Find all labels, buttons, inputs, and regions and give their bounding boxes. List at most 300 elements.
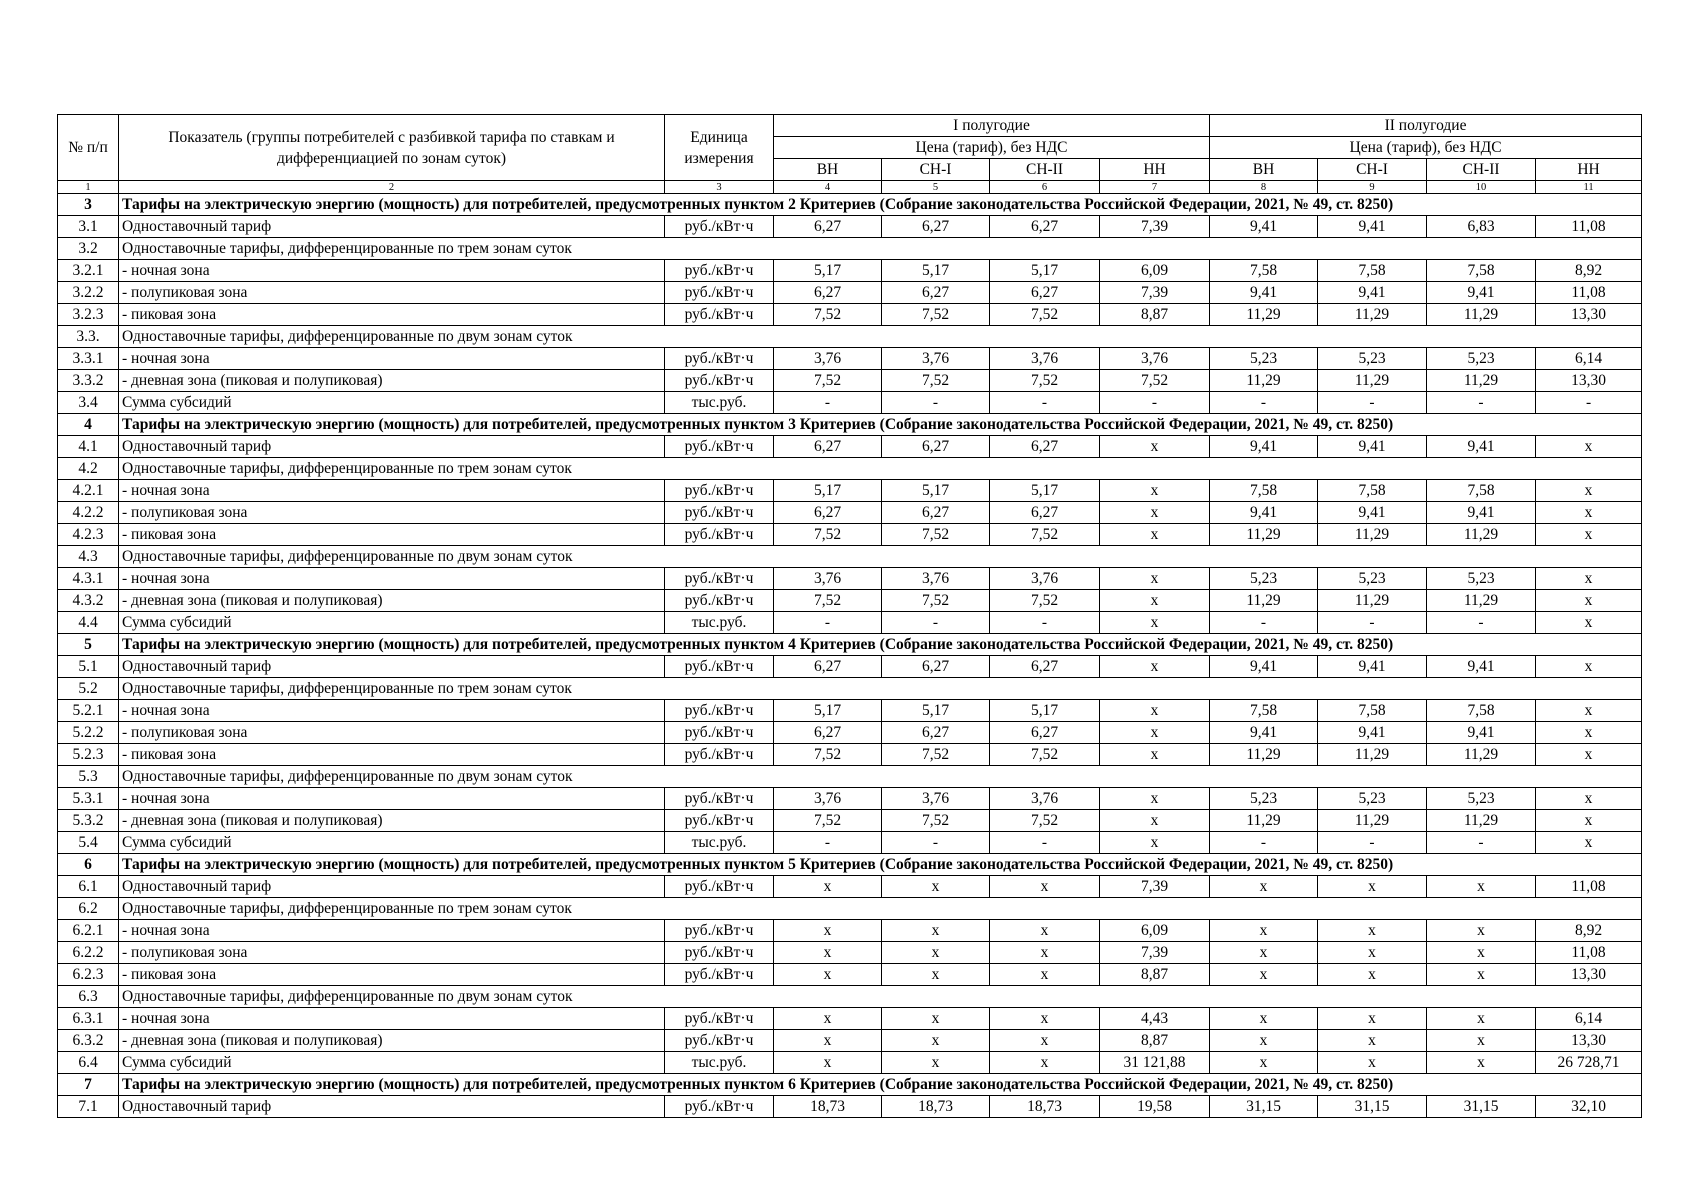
table-row <box>58 744 1642 766</box>
value-cell: 13,30 <box>1536 370 1642 392</box>
value-cell: х <box>1536 722 1642 744</box>
row-indicator: Одноставочный тариф <box>119 1096 665 1118</box>
value-cell: 11,08 <box>1536 216 1642 238</box>
value-cell: х <box>882 876 990 898</box>
value-cell: 7,52 <box>774 370 882 392</box>
table-row <box>58 656 1642 678</box>
table-row <box>58 392 1642 414</box>
group-row <box>58 678 1642 700</box>
value-cell: х <box>1427 1008 1536 1030</box>
header-half2: II полугодие <box>1210 115 1642 137</box>
row-number: 6.2.2 <box>58 942 119 964</box>
value-cell: х <box>1100 700 1210 722</box>
header-unit: Единица измерения <box>665 115 774 181</box>
value-cell: 11,29 <box>1318 810 1427 832</box>
header-col-number: 8 <box>1210 181 1318 194</box>
value-cell: - <box>882 392 990 414</box>
row-number: 4.1 <box>58 436 119 458</box>
row-indicator: - ночная зона <box>119 568 665 590</box>
value-cell: 7,58 <box>1427 480 1536 502</box>
row-unit: руб./кВт·ч <box>665 876 774 898</box>
value-cell: х <box>990 964 1100 986</box>
value-cell: 7,52 <box>882 370 990 392</box>
value-cell: 6,27 <box>990 282 1100 304</box>
header-indicator: Показатель (группы потребителей с разбивкой тарифа по ставкам и дифференциацией по зонам суток) <box>119 115 665 181</box>
value-cell: х <box>1536 700 1642 722</box>
value-cell: 6,14 <box>1536 348 1642 370</box>
value-cell: - <box>990 392 1100 414</box>
value-cell: х <box>1100 436 1210 458</box>
group-row <box>58 546 1642 568</box>
section-row <box>58 194 1642 216</box>
row-number: 4.4 <box>58 612 119 634</box>
table-row <box>58 282 1642 304</box>
value-cell: - <box>1427 392 1536 414</box>
value-cell: 6,27 <box>990 216 1100 238</box>
row-indicator: Сумма субсидий <box>119 392 665 414</box>
row-indicator: Сумма субсидий <box>119 832 665 854</box>
value-cell: 5,23 <box>1210 568 1318 590</box>
value-cell: 7,58 <box>1318 700 1427 722</box>
value-cell: 5,17 <box>990 480 1100 502</box>
value-cell: - <box>1427 832 1536 854</box>
value-cell: 8,87 <box>1100 964 1210 986</box>
row-number: 3.3.2 <box>58 370 119 392</box>
row-indicator: - пиковая зона <box>119 524 665 546</box>
value-cell: 6,14 <box>1536 1008 1642 1030</box>
row-unit: руб./кВт·ч <box>665 700 774 722</box>
header-col-number: 7 <box>1100 181 1210 194</box>
row-number: 3.4 <box>58 392 119 414</box>
header-voltage: СН-II <box>990 159 1100 181</box>
row-indicator: - дневная зона (пиковая и полупиковая) <box>119 1030 665 1052</box>
value-cell: - <box>774 832 882 854</box>
value-cell: 5,23 <box>1318 348 1427 370</box>
row-unit: руб./кВт·ч <box>665 942 774 964</box>
value-cell: - <box>1100 392 1210 414</box>
value-cell: 5,23 <box>1427 348 1536 370</box>
value-cell: 6,27 <box>882 656 990 678</box>
value-cell: х <box>1427 876 1536 898</box>
table-row <box>58 876 1642 898</box>
row-number: 6.2.3 <box>58 964 119 986</box>
row-number: 3.2.1 <box>58 260 119 282</box>
value-cell: х <box>1536 436 1642 458</box>
table-header <box>58 115 1642 194</box>
value-cell: 7,52 <box>990 744 1100 766</box>
value-cell: 5,17 <box>774 260 882 282</box>
header-voltage: НН <box>1536 159 1642 181</box>
row-number: 3.3. <box>58 326 119 348</box>
value-cell: 18,73 <box>774 1096 882 1118</box>
value-cell: 31,15 <box>1210 1096 1318 1118</box>
row-unit: руб./кВт·ч <box>665 964 774 986</box>
row-number: 3.1 <box>58 216 119 238</box>
row-indicator: - ночная зона <box>119 348 665 370</box>
value-cell: 7,52 <box>882 810 990 832</box>
value-cell: 9,41 <box>1210 722 1318 744</box>
table-row <box>58 788 1642 810</box>
row-indicator: - ночная зона <box>119 788 665 810</box>
value-cell: 6,83 <box>1427 216 1536 238</box>
value-cell: 5,23 <box>1210 788 1318 810</box>
value-cell: - <box>1318 832 1427 854</box>
value-cell: 6,09 <box>1100 920 1210 942</box>
value-cell: 7,58 <box>1427 700 1536 722</box>
table-row <box>58 348 1642 370</box>
value-cell: 9,41 <box>1210 502 1318 524</box>
header-price-half1: Цена (тариф), без НДС <box>774 137 1210 159</box>
row-number: 5.3 <box>58 766 119 788</box>
row-number: 7 <box>58 1074 119 1096</box>
group-title: Одноставочные тарифы, дифференцированные по трем зонам суток <box>119 898 1642 920</box>
row-number: 5 <box>58 634 119 656</box>
value-cell: 9,41 <box>1318 216 1427 238</box>
row-unit: руб./кВт·ч <box>665 810 774 832</box>
value-cell: 31,15 <box>1318 1096 1427 1118</box>
value-cell: 7,39 <box>1100 216 1210 238</box>
row-number: 6.2.1 <box>58 920 119 942</box>
table-body <box>58 194 1642 1118</box>
header-price-half2: Цена (тариф), без НДС <box>1210 137 1642 159</box>
row-unit: руб./кВт·ч <box>665 722 774 744</box>
value-cell: х <box>1100 722 1210 744</box>
value-cell: 8,92 <box>1536 920 1642 942</box>
value-cell: 3,76 <box>1100 348 1210 370</box>
table-row <box>58 832 1642 854</box>
value-cell: 7,52 <box>990 590 1100 612</box>
value-cell: - <box>1210 392 1318 414</box>
row-number: 4.3 <box>58 546 119 568</box>
row-indicator: - ночная зона <box>119 480 665 502</box>
value-cell: 6,27 <box>990 722 1100 744</box>
row-number: 6.2 <box>58 898 119 920</box>
value-cell: х <box>774 1030 882 1052</box>
header-col-number: 1 <box>58 181 119 194</box>
header-voltage: СН-I <box>1318 159 1427 181</box>
group-title: Одноставочные тарифы, дифференцированные по двум зонам суток <box>119 766 1642 788</box>
row-number: 4.2.3 <box>58 524 119 546</box>
row-number: 5.2.1 <box>58 700 119 722</box>
value-cell: 13,30 <box>1536 304 1642 326</box>
row-number: 5.2.3 <box>58 744 119 766</box>
value-cell: х <box>1318 876 1427 898</box>
row-number: 4.3.2 <box>58 590 119 612</box>
value-cell: х <box>1100 568 1210 590</box>
row-number: 4.2 <box>58 458 119 480</box>
value-cell: 6,27 <box>882 436 990 458</box>
row-indicator: Одноставочный тариф <box>119 656 665 678</box>
value-cell: 3,76 <box>882 788 990 810</box>
value-cell: 5,17 <box>990 700 1100 722</box>
value-cell: х <box>1536 656 1642 678</box>
value-cell: х <box>1100 502 1210 524</box>
table-row <box>58 612 1642 634</box>
value-cell: 7,58 <box>1210 260 1318 282</box>
row-unit: руб./кВт·ч <box>665 744 774 766</box>
value-cell: 7,52 <box>882 524 990 546</box>
value-cell: 5,23 <box>1210 348 1318 370</box>
value-cell: 9,41 <box>1427 722 1536 744</box>
row-indicator: Сумма субсидий <box>119 1052 665 1074</box>
row-unit: руб./кВт·ч <box>665 282 774 304</box>
row-unit: руб./кВт·ч <box>665 502 774 524</box>
header-col-number: 6 <box>990 181 1100 194</box>
row-indicator: - ночная зона <box>119 1008 665 1030</box>
table-row <box>58 1052 1642 1074</box>
value-cell: 5,17 <box>990 260 1100 282</box>
value-cell: 7,52 <box>990 524 1100 546</box>
value-cell: 18,73 <box>882 1096 990 1118</box>
value-cell: 4,43 <box>1100 1008 1210 1030</box>
value-cell: 3,76 <box>990 568 1100 590</box>
value-cell: х <box>774 1008 882 1030</box>
row-unit: руб./кВт·ч <box>665 788 774 810</box>
value-cell: 5,23 <box>1318 568 1427 590</box>
value-cell: 6,27 <box>774 282 882 304</box>
value-cell: 7,52 <box>882 304 990 326</box>
row-unit: руб./кВт·ч <box>665 656 774 678</box>
row-number: 6 <box>58 854 119 876</box>
value-cell: 3,76 <box>774 568 882 590</box>
value-cell: х <box>1318 920 1427 942</box>
value-cell: 7,52 <box>774 590 882 612</box>
row-number: 5.1 <box>58 656 119 678</box>
group-title: Одноставочные тарифы, дифференцированные по двум зонам суток <box>119 326 1642 348</box>
section-title: Тарифы на электрическую энергию (мощность) для потребителей, предусмотренных пунктом 4 Критериев (Собрание законодательства Российской Федерации, 2021, № 49, ст. 8250) <box>119 634 1642 656</box>
header-col-number: 3 <box>665 181 774 194</box>
header-col-number: 4 <box>774 181 882 194</box>
row-number: 4 <box>58 414 119 436</box>
value-cell: х <box>1536 612 1642 634</box>
value-cell: х <box>1318 1008 1427 1030</box>
row-unit: руб./кВт·ч <box>665 1008 774 1030</box>
value-cell: 3,76 <box>774 348 882 370</box>
row-unit: тыс.руб. <box>665 832 774 854</box>
section-title: Тарифы на электрическую энергию (мощность) для потребителей, предусмотренных пунктом 2 Критериев (Собрание законодательства Российской Федерации, 2021, № 49, ст. 8250) <box>119 194 1642 216</box>
value-cell: х <box>1536 502 1642 524</box>
header-num: № п/п <box>58 115 119 181</box>
table-row <box>58 700 1642 722</box>
value-cell: х <box>1100 788 1210 810</box>
value-cell: х <box>774 920 882 942</box>
row-number: 4.2.2 <box>58 502 119 524</box>
row-unit: тыс.руб. <box>665 392 774 414</box>
value-cell: х <box>1100 656 1210 678</box>
value-cell: 3,76 <box>774 788 882 810</box>
value-cell: 6,27 <box>774 656 882 678</box>
value-cell: х <box>1427 964 1536 986</box>
row-number: 7.1 <box>58 1096 119 1118</box>
table-row <box>58 722 1642 744</box>
row-indicator: - пиковая зона <box>119 304 665 326</box>
value-cell: 11,29 <box>1210 810 1318 832</box>
value-cell: х <box>1536 788 1642 810</box>
row-number: 6.3 <box>58 986 119 1008</box>
value-cell: 8,87 <box>1100 304 1210 326</box>
table-row <box>58 942 1642 964</box>
row-number: 4.2.1 <box>58 480 119 502</box>
group-row <box>58 326 1642 348</box>
group-title: Одноставочные тарифы, дифференцированные по трем зонам суток <box>119 678 1642 700</box>
value-cell: 26 728,71 <box>1536 1052 1642 1074</box>
value-cell: х <box>1536 524 1642 546</box>
value-cell: 6,27 <box>990 656 1100 678</box>
header-voltage: СН-I <box>882 159 990 181</box>
value-cell: х <box>1427 942 1536 964</box>
value-cell: 7,39 <box>1100 282 1210 304</box>
row-number: 3 <box>58 194 119 216</box>
value-cell: 9,41 <box>1318 656 1427 678</box>
value-cell: 9,41 <box>1210 656 1318 678</box>
row-indicator: - полупиковая зона <box>119 942 665 964</box>
row-unit: тыс.руб. <box>665 1052 774 1074</box>
value-cell: 9,41 <box>1318 722 1427 744</box>
value-cell: 5,17 <box>774 480 882 502</box>
value-cell: 5,17 <box>882 260 990 282</box>
value-cell: х <box>1100 612 1210 634</box>
value-cell: 7,52 <box>774 304 882 326</box>
row-indicator: - дневная зона (пиковая и полупиковая) <box>119 810 665 832</box>
value-cell: 5,23 <box>1427 568 1536 590</box>
value-cell: 8,87 <box>1100 1030 1210 1052</box>
row-indicator: - дневная зона (пиковая и полупиковая) <box>119 370 665 392</box>
value-cell: 11,29 <box>1318 304 1427 326</box>
value-cell: 3,76 <box>990 348 1100 370</box>
header-col-number: 2 <box>119 181 665 194</box>
value-cell: 7,52 <box>882 744 990 766</box>
value-cell: х <box>1427 1030 1536 1052</box>
value-cell: 11,29 <box>1210 590 1318 612</box>
value-cell: х <box>1318 964 1427 986</box>
row-unit: руб./кВт·ч <box>665 590 774 612</box>
value-cell: 6,27 <box>774 502 882 524</box>
section-row <box>58 854 1642 876</box>
value-cell: 19,58 <box>1100 1096 1210 1118</box>
table-row <box>58 964 1642 986</box>
row-unit: руб./кВт·ч <box>665 920 774 942</box>
value-cell: х <box>1210 964 1318 986</box>
value-cell: 7,58 <box>1210 480 1318 502</box>
row-unit: руб./кВт·ч <box>665 260 774 282</box>
row-number: 6.3.2 <box>58 1030 119 1052</box>
value-cell: 11,29 <box>1210 744 1318 766</box>
value-cell: 7,39 <box>1100 942 1210 964</box>
row-unit: руб./кВт·ч <box>665 524 774 546</box>
value-cell: 7,52 <box>774 744 882 766</box>
value-cell: 3,76 <box>882 568 990 590</box>
row-number: 6.1 <box>58 876 119 898</box>
table-row <box>58 524 1642 546</box>
value-cell: - <box>1318 612 1427 634</box>
value-cell: 11,08 <box>1536 942 1642 964</box>
value-cell: 11,08 <box>1536 282 1642 304</box>
value-cell: х <box>882 1008 990 1030</box>
value-cell: - <box>1210 832 1318 854</box>
value-cell: 9,41 <box>1427 436 1536 458</box>
value-cell: х <box>1318 1052 1427 1074</box>
value-cell: - <box>882 612 990 634</box>
row-indicator: - ночная зона <box>119 700 665 722</box>
header-col-number: 5 <box>882 181 990 194</box>
value-cell: 7,39 <box>1100 876 1210 898</box>
value-cell: х <box>990 1030 1100 1052</box>
group-row <box>58 458 1642 480</box>
value-cell: х <box>774 942 882 964</box>
row-unit: руб./кВт·ч <box>665 568 774 590</box>
section-row <box>58 1074 1642 1096</box>
table-row <box>58 370 1642 392</box>
value-cell: х <box>882 1052 990 1074</box>
value-cell: 11,29 <box>1318 524 1427 546</box>
value-cell: х <box>1318 1030 1427 1052</box>
value-cell: х <box>1536 480 1642 502</box>
value-cell: 7,58 <box>1427 260 1536 282</box>
value-cell: 11,29 <box>1427 744 1536 766</box>
group-title: Одноставочные тарифы, дифференцированные по трем зонам суток <box>119 458 1642 480</box>
row-unit: руб./кВт·ч <box>665 216 774 238</box>
value-cell: 11,29 <box>1427 304 1536 326</box>
row-unit: руб./кВт·ч <box>665 348 774 370</box>
table-row <box>58 436 1642 458</box>
value-cell: 9,41 <box>1318 502 1427 524</box>
row-number: 5.2 <box>58 678 119 700</box>
value-cell: х <box>882 964 990 986</box>
value-cell: х <box>1100 590 1210 612</box>
group-title: Одноставочные тарифы, дифференцированные по двум зонам суток <box>119 986 1642 1008</box>
value-cell: х <box>990 1008 1100 1030</box>
value-cell: - <box>774 612 882 634</box>
row-unit: руб./кВт·ч <box>665 304 774 326</box>
table-row <box>58 304 1642 326</box>
value-cell: 18,73 <box>990 1096 1100 1118</box>
value-cell: 6,27 <box>990 502 1100 524</box>
value-cell: 32,10 <box>1536 1096 1642 1118</box>
value-cell: х <box>774 964 882 986</box>
table-row <box>58 568 1642 590</box>
value-cell: х <box>882 1030 990 1052</box>
header-voltage: ВН <box>774 159 882 181</box>
value-cell: х <box>1210 1052 1318 1074</box>
value-cell: х <box>1210 942 1318 964</box>
header-voltage: ВН <box>1210 159 1318 181</box>
row-number: 5.3.2 <box>58 810 119 832</box>
row-number: 5.3.1 <box>58 788 119 810</box>
value-cell: 5,17 <box>882 480 990 502</box>
value-cell: 11,08 <box>1536 876 1642 898</box>
row-unit: руб./кВт·ч <box>665 370 774 392</box>
value-cell: 9,41 <box>1210 436 1318 458</box>
value-cell: - <box>1536 392 1642 414</box>
tariff-table <box>57 114 1642 1118</box>
row-number: 6.4 <box>58 1052 119 1074</box>
section-row <box>58 634 1642 656</box>
section-title: Тарифы на электрическую энергию (мощность) для потребителей, предусмотренных пунктом 6 Критериев (Собрание законодательства Российской Федерации, 2021, № 49, ст. 8250) <box>119 1074 1642 1096</box>
value-cell: х <box>1210 1008 1318 1030</box>
value-cell: 11,29 <box>1210 370 1318 392</box>
value-cell: 6,27 <box>882 502 990 524</box>
value-cell: 9,41 <box>1210 216 1318 238</box>
section-row <box>58 414 1642 436</box>
group-row <box>58 766 1642 788</box>
value-cell: 5,23 <box>1318 788 1427 810</box>
value-cell: 7,58 <box>1318 260 1427 282</box>
row-unit: руб./кВт·ч <box>665 1096 774 1118</box>
value-cell: 6,27 <box>774 722 882 744</box>
value-cell: 8,92 <box>1536 260 1642 282</box>
value-cell: х <box>1536 568 1642 590</box>
value-cell: 5,17 <box>882 700 990 722</box>
